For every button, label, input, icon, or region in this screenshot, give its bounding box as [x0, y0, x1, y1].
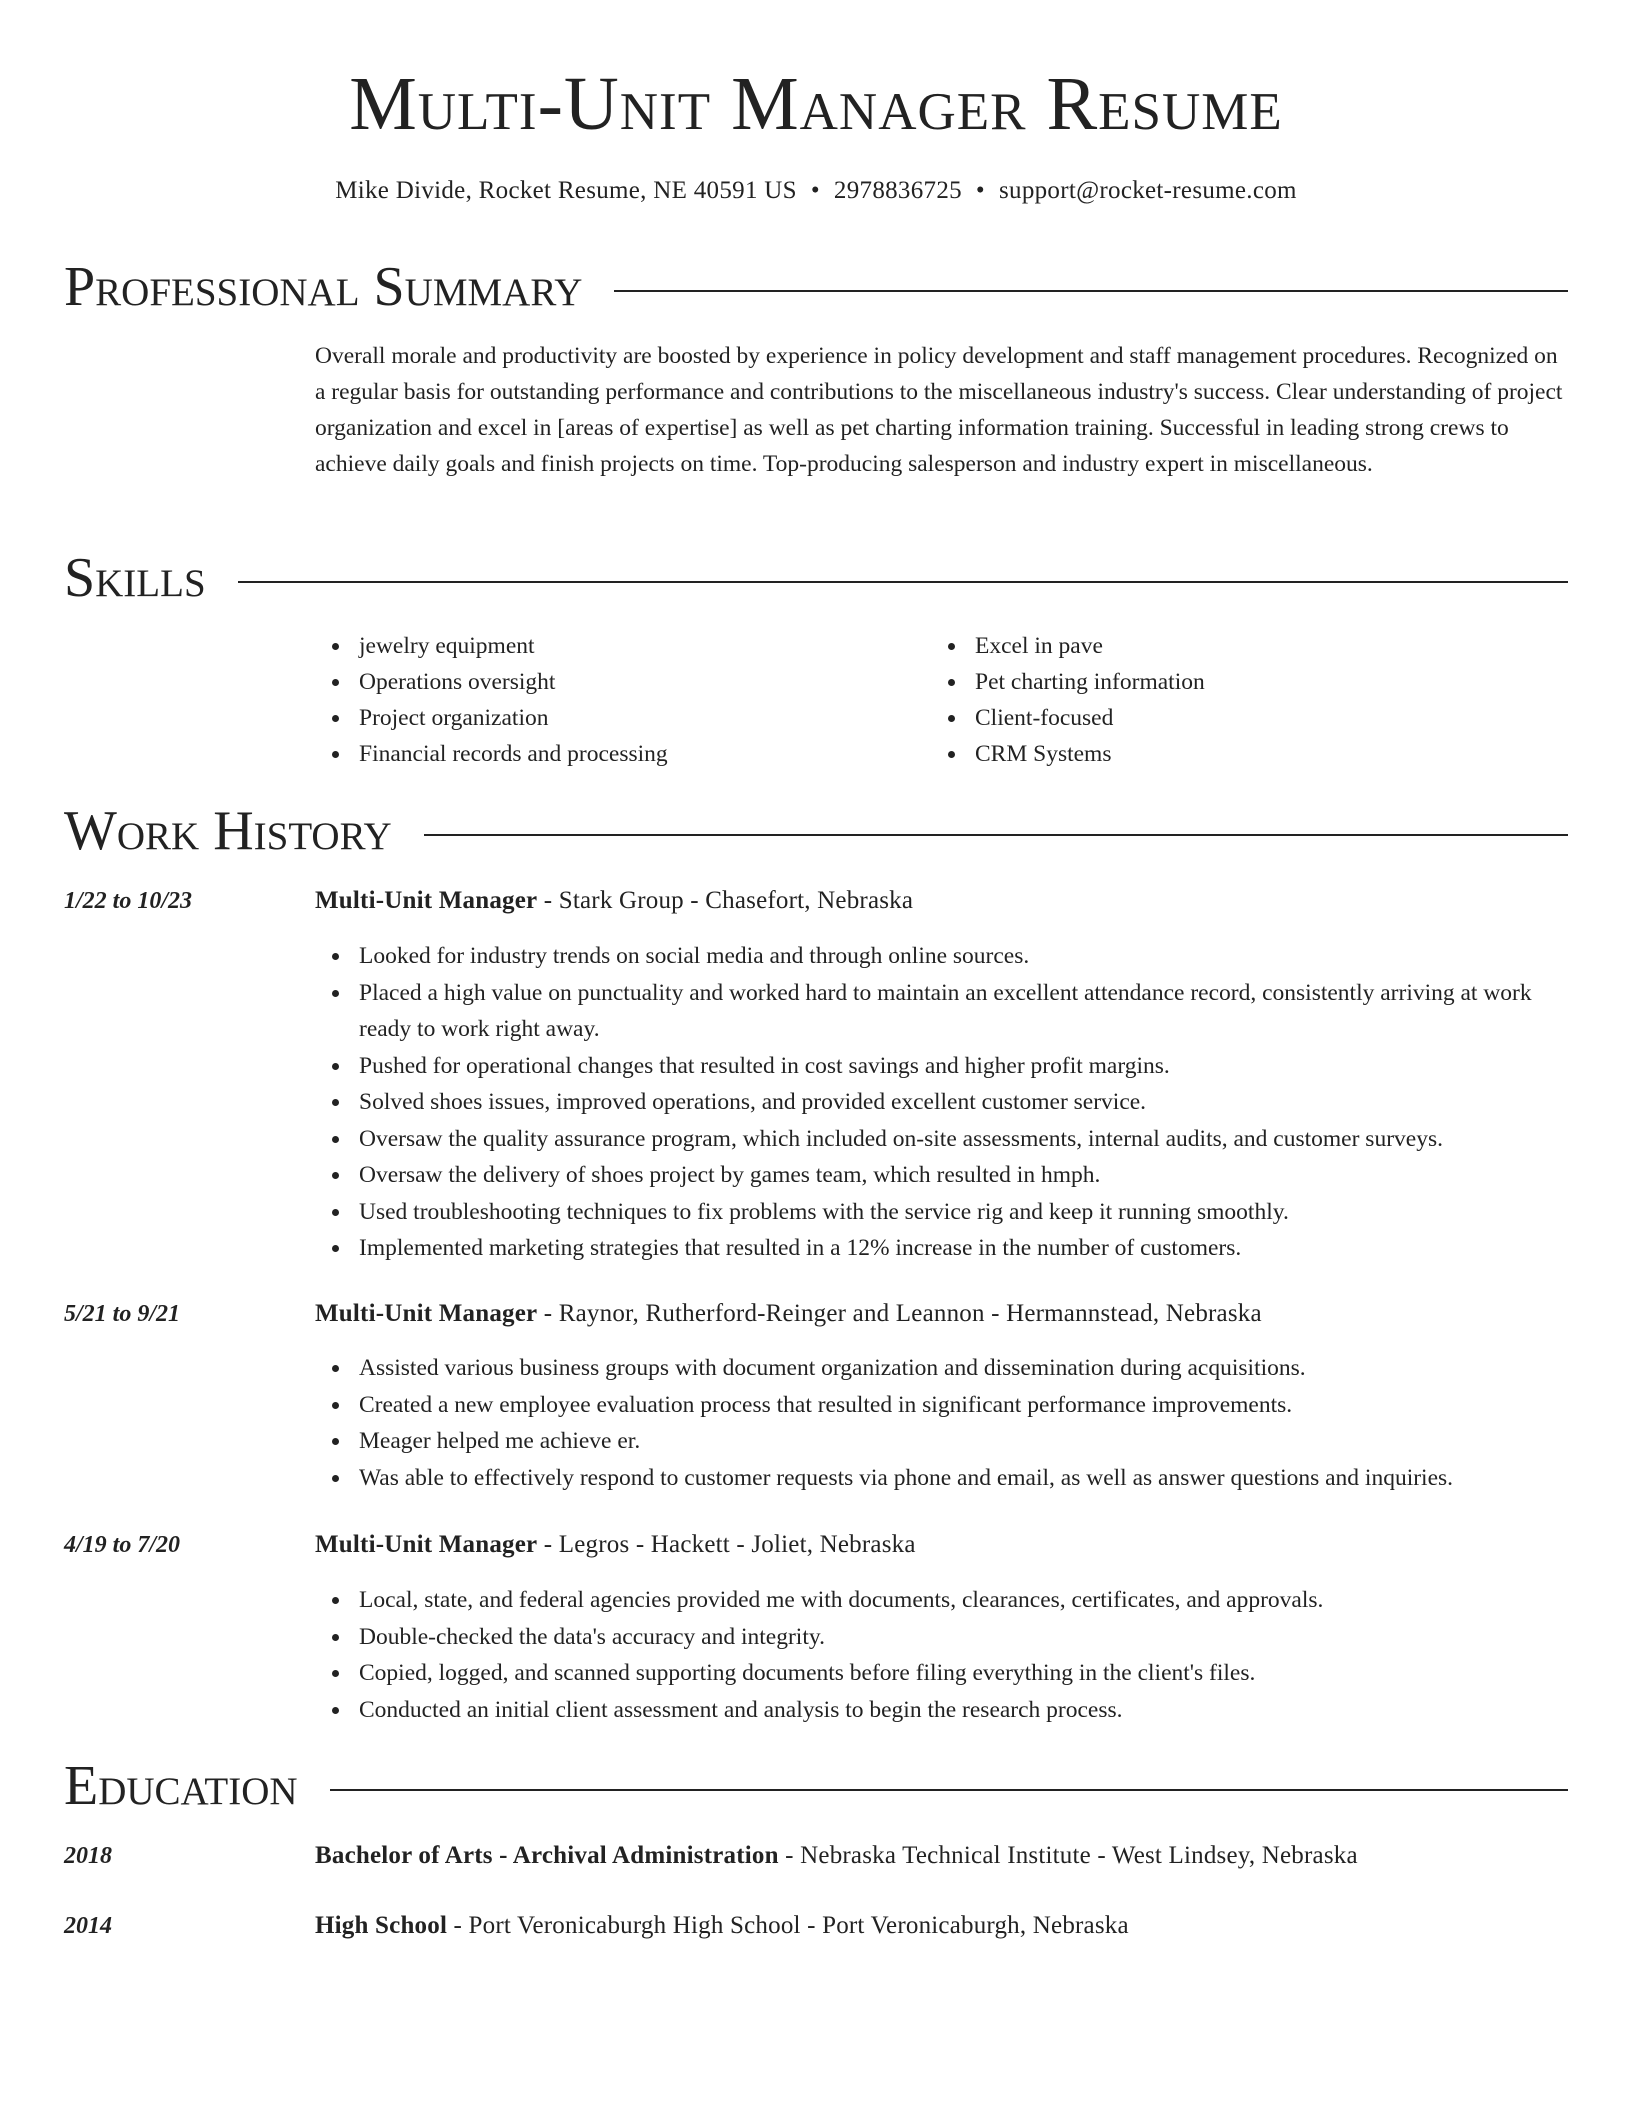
section-divider [238, 581, 1568, 583]
section-divider [424, 834, 1568, 836]
section-work-header [64, 796, 1568, 866]
skill-item: Pet charting information [931, 664, 1551, 700]
skill-item: Project organization [315, 700, 915, 736]
skill-item: jewelry equipment [315, 628, 915, 664]
contact-separator: • [810, 177, 820, 204]
summary-text: Overall morale and productivity are boosted by experience in policy development and staff management procedures. Recognized on a regular basis for outstanding performance and contributions to the miscellaneous industry's success. Clear understanding of project organization and excel in [areas of expertise] as well as pet charting information training. Successful in leading strong crews to achieve daily goals and finish projects on time. Top-producing salesperson and industry expert in miscellaneous. [315, 343, 1563, 477]
job-title: Multi-Unit Manager [315, 1531, 538, 1558]
job-bullet: Local, state, and federal agencies provided me with documents, clearances, certificates, and approvals. [315, 1582, 1568, 1619]
job-bullet: Oversaw the quality assurance program, which included on-site assessments, internal audits, and customer surveys. [315, 1121, 1568, 1158]
skills-list-right [931, 628, 1551, 772]
section-skills-header [64, 543, 1568, 613]
job-bullet: Double-checked the data's accuracy and integrity. [315, 1619, 1568, 1656]
section-divider [330, 1789, 1568, 1791]
resume-title: Multi-Unit Manager Resume [349, 62, 1283, 146]
job-bullet: Implemented marketing strategies that resulted in a 12% increase in the number of customers. [315, 1230, 1568, 1267]
section-summary-header [64, 252, 1568, 322]
contact-phone: 2978836725 [833, 177, 962, 204]
skill-item: Client-focused [931, 700, 1551, 736]
skill-item: Excel in pave [931, 628, 1551, 664]
job-details: - Raynor, Rutherford-Reinger and Leannon - Hermannstead, Nebraska [537, 1300, 1262, 1327]
job-bullets [315, 1582, 1568, 1728]
job-heading [315, 884, 1568, 918]
education-year: 2018 [64, 1843, 112, 1869]
section-education-heading: Education [64, 1755, 298, 1817]
job-bullet: Was able to effectively respond to customer requests via phone and email, as well as answer questions and inquiries. [315, 1460, 1568, 1497]
skill-item: Financial records and processing [315, 736, 915, 772]
job-bullet: Conducted an initial client assessment and analysis to begin the research process. [315, 1692, 1568, 1729]
education-details: - Nebraska Technical Institute - West Lindsey, Nebraska [778, 1842, 1358, 1869]
job-dates: 5/21 to 9/21 [64, 1301, 181, 1327]
job-bullet: Oversaw the delivery of shoes project by games team, which resulted in hmph. [315, 1157, 1568, 1194]
education-year: 2014 [64, 1913, 112, 1939]
contact-email[interactable]: support@rocket-resume.com [998, 177, 1297, 204]
job-heading [315, 1528, 1568, 1562]
contact-separator: • [975, 177, 985, 204]
job-bullet: Meager helped me achieve er. [315, 1423, 1568, 1460]
job-details: - Stark Group - Chasefort, Nebraska [537, 887, 914, 914]
section-work-heading: Work History [64, 800, 392, 862]
skills-list-left [315, 628, 915, 772]
job-dates: 4/19 to 7/20 [64, 1532, 181, 1558]
job-bullet: Placed a high value on punctuality and worked hard to maintain an excellent attendance record, consistently arriving at work ready to work right away. [315, 975, 1568, 1048]
skill-item: CRM Systems [931, 736, 1551, 772]
job-title: Multi-Unit Manager [315, 887, 538, 914]
education-details: - Port Veronicaburgh High School - Port Veronicaburgh, Nebraska [447, 1912, 1129, 1939]
job-title: Multi-Unit Manager [315, 1300, 538, 1327]
education-degree: High School [315, 1912, 448, 1939]
education-degree: Bachelor of Arts - Archival Administration [315, 1842, 779, 1869]
contact-address: Mike Divide, Rocket Resume, NE 40591 US [335, 177, 797, 204]
section-skills-heading: Skills [64, 547, 206, 609]
job-bullet: Pushed for operational changes that resulted in cost savings and higher profit margins. [315, 1048, 1568, 1085]
skill-item: Operations oversight [315, 664, 915, 700]
job-bullets [315, 1350, 1568, 1496]
job-bullet: Used troubleshooting techniques to fix problems with the service rig and keep it running smoothly. [315, 1194, 1568, 1231]
job-dates: 1/22 to 10/23 [64, 888, 193, 914]
job-heading [315, 1297, 1568, 1331]
job-bullet: Assisted various business groups with document organization and dissemination during acquisitions. [315, 1350, 1568, 1387]
job-bullet: Copied, logged, and scanned supporting documents before filing everything in the client's files. [315, 1655, 1568, 1692]
education-entry [315, 1909, 1568, 1943]
job-bullet: Created a new employee evaluation process that resulted in significant performance improvements. [315, 1387, 1568, 1424]
job-details: - Legros - Hackett - Joliet, Nebraska [537, 1531, 916, 1558]
section-summary-heading: Professional Summary [64, 256, 583, 318]
section-divider [614, 290, 1568, 292]
job-bullets [315, 938, 1568, 1267]
education-entry [315, 1839, 1568, 1873]
job-bullet: Looked for industry trends on social media and through online sources. [315, 938, 1568, 975]
job-bullet: Solved shoes issues, improved operations, and provided excellent customer service. [315, 1084, 1568, 1121]
section-education-header [64, 1751, 1568, 1821]
contact-line [0, 174, 1632, 208]
